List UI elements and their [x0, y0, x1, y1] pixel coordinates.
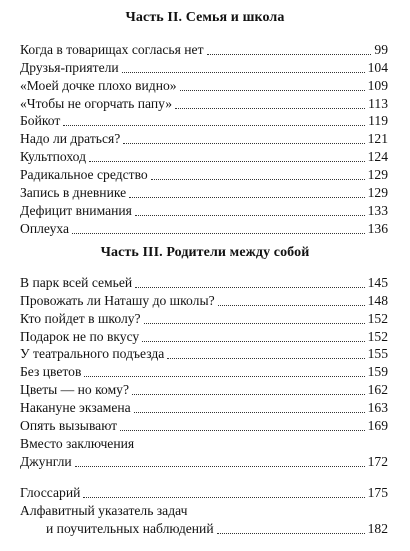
entry-title: «Чтобы не огорчать папу»	[20, 95, 173, 111]
leader-dots	[132, 394, 365, 395]
entry-page: 109	[367, 77, 388, 93]
leader-dots	[167, 358, 364, 359]
entry-title: и поучительных наблюдений	[46, 520, 214, 536]
toc-entry[interactable]	[20, 291, 388, 309]
toc-entry[interactable]	[20, 219, 388, 237]
leader-dots	[134, 412, 365, 413]
toc-entry[interactable]	[20, 416, 388, 434]
toc-entry[interactable]	[20, 112, 388, 130]
entry-page: 152	[367, 328, 388, 344]
toc-entry[interactable]	[20, 345, 388, 363]
toc-entry[interactable]	[20, 147, 388, 165]
toc-entry[interactable]	[20, 452, 388, 470]
toc-entry[interactable]	[20, 309, 388, 327]
leader-dots	[207, 54, 372, 55]
toc-entry[interactable]	[20, 94, 388, 112]
toc-entry[interactable]	[20, 58, 388, 76]
toc-entry[interactable]	[20, 380, 388, 398]
leader-dots	[120, 430, 364, 431]
leader-dots	[144, 323, 365, 324]
leader-dots	[72, 233, 365, 234]
toc-entry[interactable]	[20, 183, 388, 201]
entry-title: Джунгли	[20, 453, 72, 469]
entry-page: 145	[367, 274, 388, 290]
entry-title: Когда в товарищах согласья нет	[20, 41, 204, 57]
leader-dots	[180, 90, 365, 91]
entry-page: 159	[367, 364, 388, 380]
leader-dots	[129, 197, 364, 198]
toc-entry[interactable]	[20, 362, 388, 380]
entry-title: Дефицит внимания	[20, 202, 132, 218]
entry-title: Друзья-приятели	[20, 59, 119, 75]
entry-page: 163	[367, 400, 388, 416]
part-3-heading: Часть III. Родители между собой	[100, 245, 310, 260]
toc-entry[interactable]	[20, 273, 388, 291]
leader-dots	[122, 72, 365, 73]
leader-dots	[75, 466, 365, 467]
entry-title: Алфавитный указатель задач	[20, 502, 188, 518]
entry-title: Глоссарий	[20, 484, 81, 500]
entry-title: У театрального подъезда	[20, 346, 165, 362]
leader-dots	[63, 125, 365, 126]
entry-title: Опять вызывают	[20, 418, 118, 434]
entry-page: 136	[367, 220, 388, 236]
entry-title: Культпоход	[20, 149, 86, 165]
leader-dots	[84, 376, 364, 377]
entry-title: Запись в дневнике	[20, 185, 127, 201]
toc-entry-index-line-2[interactable]	[20, 519, 388, 537]
leader-dots	[218, 305, 365, 306]
leader-dots	[135, 287, 364, 288]
entry-page: 155	[367, 346, 388, 362]
entry-title: Радикальное средство	[20, 167, 148, 183]
toc-entry-glossary[interactable]	[20, 483, 388, 501]
entry-page: 99	[374, 41, 388, 57]
entry-page: 175	[367, 484, 388, 500]
entry-title: В парк всей семьей	[20, 274, 133, 290]
leader-dots	[151, 179, 365, 180]
entry-page: 124	[367, 149, 388, 165]
entry-title: Без цветов	[20, 364, 82, 380]
toc-entry[interactable]	[20, 327, 388, 345]
entry-title: Бойкот	[20, 113, 61, 129]
entry-title: Цветы — но кому?	[20, 382, 130, 398]
toc-entry-index-line-1[interactable]	[20, 501, 388, 519]
leader-dots	[123, 143, 364, 144]
entry-title: Оплеуха	[20, 220, 70, 236]
toc-entry[interactable]	[20, 40, 388, 58]
entry-title: Провожать ли Наташу до школы?	[20, 292, 215, 308]
entry-page: 133	[367, 202, 388, 218]
toc-entry[interactable]	[20, 129, 388, 147]
appendix-list	[20, 483, 388, 537]
leader-dots	[175, 108, 365, 109]
leader-dots	[217, 533, 365, 534]
entry-page: 182	[367, 520, 388, 536]
part-2-heading: Часть II. Семья и школа	[125, 10, 285, 25]
toc-entry[interactable]	[20, 201, 388, 219]
entry-title: Вместо заключения	[20, 435, 135, 451]
leader-dots	[142, 341, 364, 342]
entry-page: 104	[367, 59, 388, 75]
entry-page: 169	[367, 418, 388, 434]
toc-entry[interactable]	[20, 398, 388, 416]
toc-entry[interactable]	[20, 434, 388, 452]
toc-entry[interactable]	[20, 76, 388, 94]
leader-dots	[135, 215, 365, 216]
leader-dots	[83, 497, 364, 498]
entry-page: 152	[367, 310, 388, 326]
entry-title: Кто пойдет в школу?	[20, 310, 141, 326]
entry-title: «Моей дочке плохо видно»	[20, 77, 177, 93]
entry-page: 121	[367, 131, 388, 147]
entry-page: 113	[368, 95, 388, 111]
leader-dots	[89, 161, 365, 162]
entry-page: 119	[368, 113, 388, 129]
entry-title: Накануне экзамена	[20, 400, 131, 416]
entry-page: 129	[367, 167, 388, 183]
part-2-list	[20, 40, 388, 237]
toc-entry[interactable]	[20, 165, 388, 183]
entry-title: Подарок не по вкусу	[20, 328, 140, 344]
entry-title: Надо ли драться?	[20, 131, 121, 147]
entry-page: 172	[367, 453, 388, 469]
entry-page: 148	[367, 292, 388, 308]
part-3-list	[20, 273, 388, 470]
entry-page: 162	[367, 382, 388, 398]
entry-page: 129	[367, 185, 388, 201]
